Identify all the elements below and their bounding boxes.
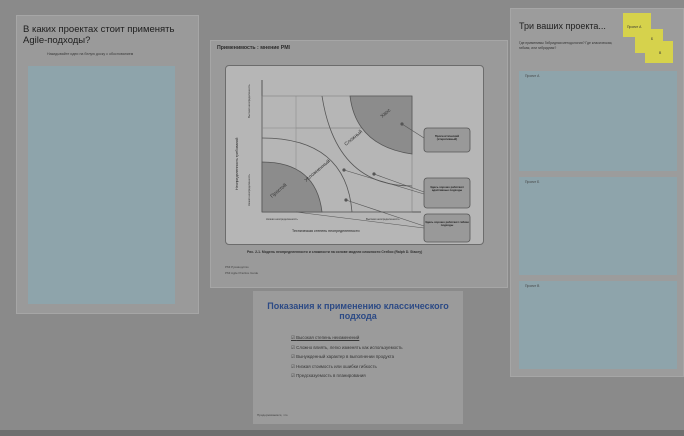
y-axis-label: Неопределенность требований	[235, 137, 239, 190]
stacey-diagram	[226, 66, 483, 244]
classic-approach-footer: Придерживаемся, что	[257, 413, 288, 417]
classic-approach-heading: Показания к применению классического подхода	[267, 301, 449, 321]
project-v-area[interactable]	[519, 281, 677, 369]
zone-simple-label: Простой	[269, 182, 289, 200]
agile-projects-subtitle: Накидывайте идеи на белую доску с обоснованием	[47, 52, 134, 56]
agile-projects-notes-area[interactable]	[28, 66, 175, 304]
zone-complicated-label: Усложненный	[303, 158, 332, 184]
classic-item-5[interactable]: ☑ Предсказуемость в планирования	[291, 371, 403, 381]
callout-2-text: Здесь хорошо работают адаптивные подходы	[430, 185, 464, 193]
sticky-note-3[interactable]	[645, 41, 673, 63]
three-projects-title: Три ваших проекта...	[519, 21, 606, 31]
x-low-label: Низкая неопределенность	[266, 218, 298, 221]
project-v-label: Проект В	[525, 284, 540, 288]
y-high-label: Высокая неопределенность	[248, 84, 251, 118]
sticky-note-3-text: В	[659, 51, 662, 55]
classic-item-3[interactable]: ☑ Вынужденный характер в выполнении продукта	[291, 352, 403, 362]
y-low-label: Низкая неопределенность	[248, 174, 251, 206]
bottom-toolbar-strip	[0, 430, 684, 436]
pmi-applicability-frame[interactable]	[210, 40, 508, 288]
stacey-complexity-figure	[225, 65, 484, 245]
project-a-area[interactable]	[519, 71, 677, 171]
classic-approach-frame[interactable]	[253, 291, 463, 424]
source-line-1: PMI Руководство	[225, 265, 249, 269]
project-b-label: Проект Б	[525, 180, 540, 184]
three-projects-frame[interactable]	[510, 8, 684, 377]
project-a-label: Проект А	[525, 74, 540, 78]
source-line-2: PMI Agile Practice Guide	[225, 271, 259, 275]
three-projects-subtitle: Где применимы Гибридная методология? Где класическая, гибкая, или гибридная?	[519, 41, 613, 50]
callout-1-text: Прогностический (итеративный)	[434, 134, 460, 142]
classic-approach-list	[291, 333, 403, 381]
zone-complex-label: Сложный	[343, 128, 364, 148]
sticky-note-1-text: Проект А	[627, 25, 642, 29]
figure-caption: Рис. 2-1. Модель неопределенности и сложности на основе модели сложности Стейси (Ralph D. Stacey)	[247, 250, 423, 254]
project-b-area[interactable]	[519, 177, 677, 275]
zone-chaos-label: Хаос	[379, 107, 393, 120]
x-high-label: Высокая неопределенность	[366, 218, 400, 221]
classic-item-4[interactable]: ☑ Низкая стоимость или ошибки гибкость	[291, 362, 403, 372]
agile-projects-title: В каких проектах стоит применять Agile-подходы?	[23, 24, 175, 46]
zone-simple	[262, 162, 322, 212]
classic-item-1[interactable]: ☑ Высокая степень неизменений	[291, 333, 403, 343]
classic-item-2[interactable]: ☑ Сложно влиять, легко изменять как используемость	[291, 343, 403, 353]
sticky-note-2-text: Б	[651, 37, 654, 41]
agile-projects-frame[interactable]	[16, 15, 199, 314]
x-axis-label: Техническая степень неопределенности	[292, 229, 360, 233]
pmi-applicability-title: Применимость : мнение PMI	[217, 45, 290, 51]
callout-3-text: Здесь хорошо работают гибкие подходы	[425, 220, 469, 228]
